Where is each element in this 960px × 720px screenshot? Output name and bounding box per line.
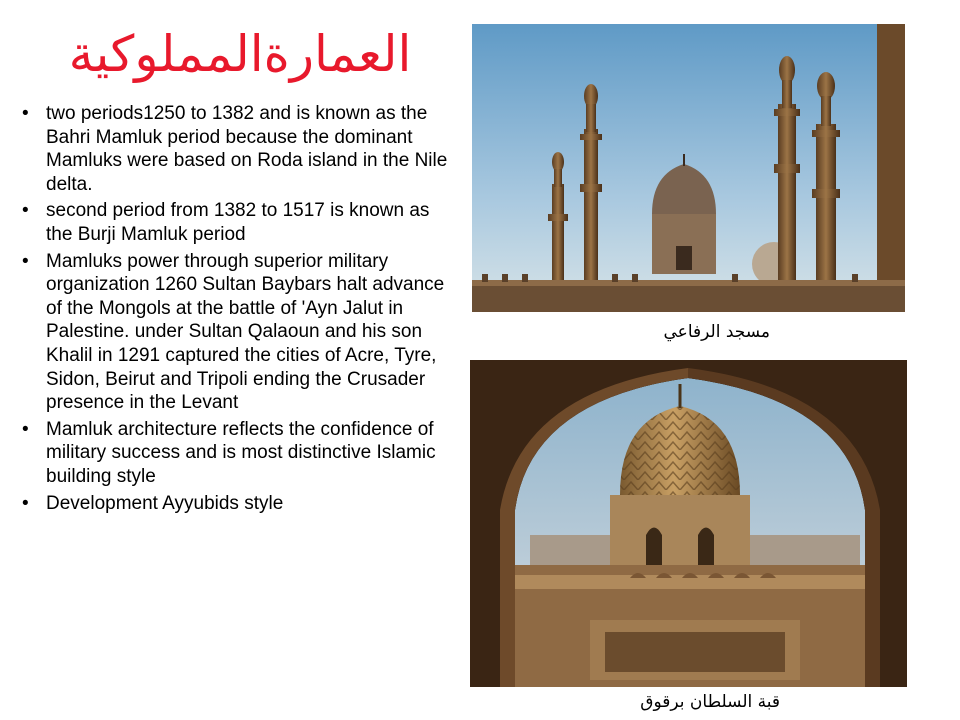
bottom-photo-caption: قبة السلطان برقوق [640, 692, 780, 712]
dome-photo [470, 360, 907, 687]
bullet-item: • Mamluks power through superior military organization 1260 Sultan Baybars halt advance of the Mongols at the battle of 'Ayn Jalut in Palestine. under Sultan Qalaoun and his son Khalil in 1291 captured the cities of Acre, Tyre, Sidon, Beirut and Tripoli ending the Crusader presence in the Levant [18, 250, 458, 415]
bullet-item: • Development Ayyubids style [18, 492, 458, 516]
bullet-list [18, 102, 458, 518]
mosque-minarets-image [472, 24, 905, 312]
top-photo-caption: مسجد الرفاعي [663, 322, 770, 342]
bullet-item: • second period from 1382 to 1517 is known as the Burji Mamluk period [18, 199, 458, 246]
slide-title: العمارةالمملوكية [68, 25, 412, 83]
mosque-photo [472, 24, 905, 312]
bullet-item: • two periods1250 to 1382 and is known as the Bahri Mamluk period because the dominant Mamluks were based on Roda island in the Nile delta. [18, 102, 458, 196]
bullet-item: • Mamluk architecture reflects the confidence of military success and is most distinctive Islamic building style [18, 418, 458, 489]
dome-through-arch-image [470, 360, 907, 687]
